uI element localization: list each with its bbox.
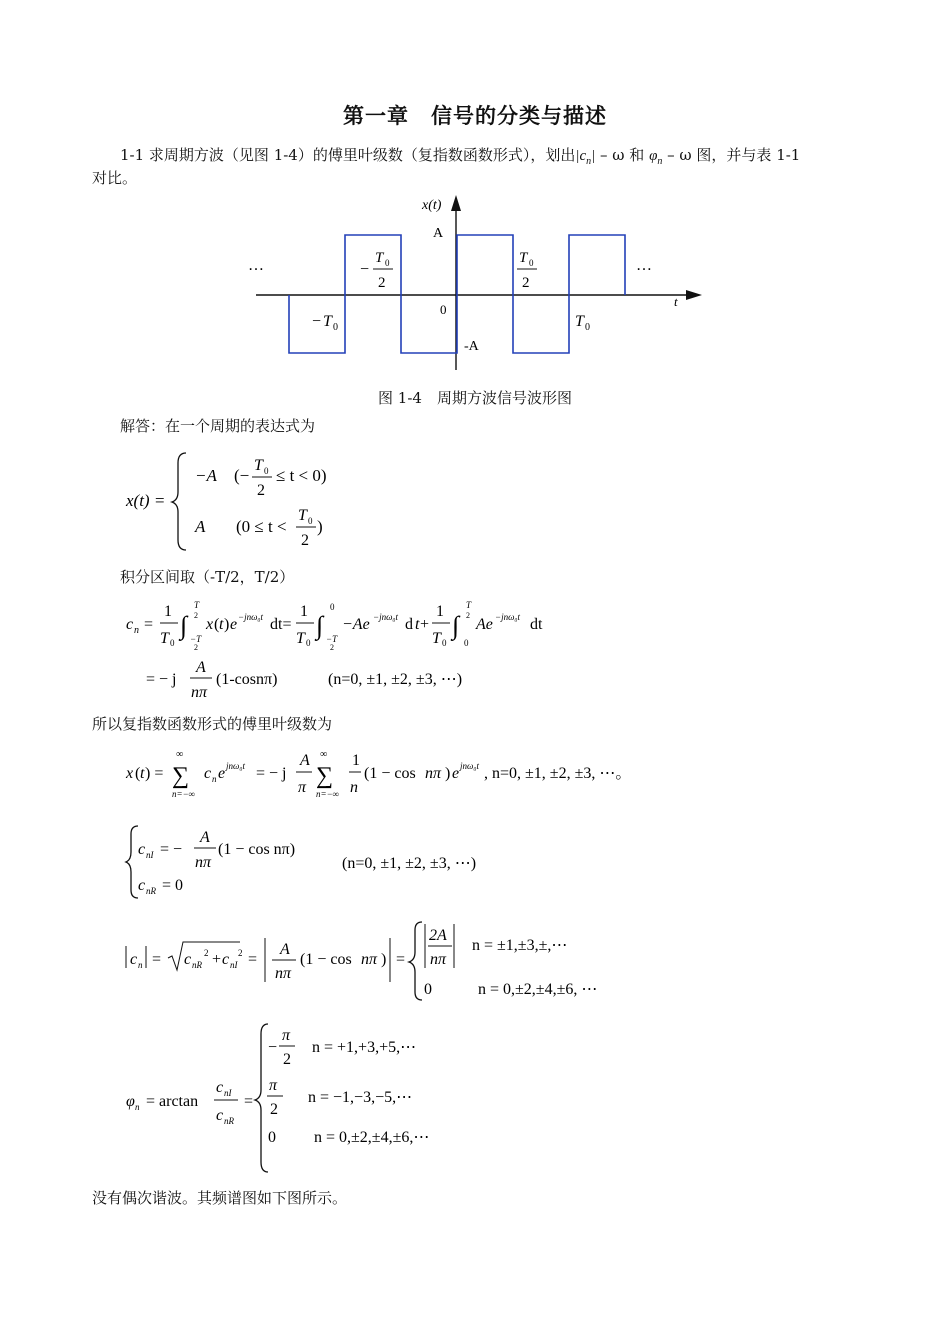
svg-text:jnω₀t: jnω₀t	[460, 761, 479, 771]
svg-text:n: n	[134, 625, 139, 636]
phi-symbol: φ	[649, 148, 658, 164]
problem-statement-line2: 对比。	[92, 169, 138, 187]
svg-text:−: −	[312, 313, 322, 330]
svg-text:t: t	[219, 616, 224, 633]
ellipsis-left: …	[248, 257, 264, 274]
svg-text:0: 0	[333, 322, 338, 333]
svg-text:n: n	[138, 960, 143, 970]
svg-text:): )	[381, 951, 387, 968]
svg-text:(1-cosnπ): (1-cosnπ)	[216, 671, 278, 688]
svg-text:0: 0	[306, 638, 311, 648]
svg-text:+: +	[420, 616, 430, 633]
svg-text:x: x	[206, 616, 214, 633]
problem-statement-line1	[120, 144, 880, 173]
svg-text:0: 0	[268, 1129, 276, 1146]
svg-text:= arctan: = arctan	[146, 1093, 199, 1110]
svg-text:nI: nI	[230, 960, 238, 970]
svg-text:0: 0	[442, 638, 447, 648]
svg-text:0: 0	[308, 516, 313, 526]
svg-text:n = ±1,±3,±,⋯: n = ±1,±3,±,⋯	[472, 937, 568, 954]
svg-text:2: 2	[301, 532, 309, 549]
svg-text:−: −	[360, 261, 370, 278]
svg-text:2: 2	[238, 948, 243, 958]
svg-text:=: =	[396, 951, 406, 968]
svg-text:dt=: dt=	[270, 616, 292, 633]
svg-text:∫: ∫	[180, 611, 188, 640]
svg-text:=: =	[248, 951, 258, 968]
neg-half-T0-label	[360, 250, 393, 291]
svg-text:nπ: nπ	[195, 854, 212, 871]
fourier-series-equation	[120, 745, 700, 805]
svg-text:=: =	[152, 951, 162, 968]
svg-text:c: c	[130, 951, 138, 968]
svg-text:(1 − cos: (1 − cos	[364, 765, 416, 782]
phase-equation	[120, 1020, 500, 1176]
svg-text:0: 0	[330, 602, 335, 612]
svg-text:): )	[445, 765, 451, 782]
svg-text:c: c	[138, 841, 146, 858]
cn-symbol: |c	[575, 148, 587, 164]
svg-text:∫: ∫	[452, 611, 460, 640]
solution-intro: 解答：在一个周期的表达式为	[120, 417, 316, 435]
neg-amplitude-label: -A	[464, 339, 479, 354]
svg-text:=: =	[144, 616, 154, 633]
svg-text:0: 0	[170, 638, 175, 648]
origin-label: 0	[440, 302, 447, 317]
svg-text:T: T	[519, 250, 528, 266]
svg-text:(1 − cos: (1 − cos	[300, 951, 352, 968]
ellipsis-right: …	[636, 257, 652, 274]
cn-subscript: n	[586, 156, 592, 167]
svg-text:2: 2	[466, 611, 470, 620]
svg-text:): )	[224, 616, 230, 633]
problem-text-suffix: – ω 图，并与表 1-1	[662, 146, 801, 164]
svg-text:A: A	[300, 752, 310, 769]
svg-text:−Ae: −Ae	[342, 616, 370, 633]
svg-text:e: e	[218, 765, 226, 782]
svg-text:2: 2	[283, 1051, 291, 1068]
svg-text:T: T	[375, 250, 384, 266]
svg-text:nπ: nπ	[191, 684, 208, 701]
svg-text:T: T	[194, 600, 200, 610]
svg-text:∑: ∑	[172, 763, 190, 789]
svg-text:nR: nR	[192, 960, 202, 970]
svg-text:nπ: nπ	[430, 951, 447, 968]
svg-text:∑: ∑	[316, 763, 334, 789]
svg-text:2: 2	[257, 482, 265, 499]
x-axis-label: x(t)	[422, 198, 442, 213]
svg-text:2: 2	[270, 1101, 278, 1118]
svg-text:π: π	[282, 1027, 291, 1044]
svg-text:2: 2	[194, 643, 198, 652]
amplitude-label: A	[433, 226, 444, 241]
svg-text:c: c	[222, 951, 230, 968]
cn-magnitude-equation	[120, 918, 660, 1002]
figure-caption: 图 1-4 周期方波信号波形图	[378, 389, 572, 407]
svg-text:= −: = −	[160, 841, 183, 858]
svg-text:nI: nI	[146, 850, 154, 860]
svg-text:−jnω₀t: −jnω₀t	[238, 612, 264, 622]
svg-text:t: t	[415, 616, 420, 633]
svg-text:−T: −T	[326, 634, 338, 644]
svg-text:, n=0, ±1, ±2, ±3, ⋯。: , n=0, ±1, ±2, ±3, ⋯。	[484, 765, 632, 782]
svg-text:1: 1	[164, 603, 172, 620]
svg-text:0: 0	[264, 466, 269, 476]
svg-text:(: (	[214, 616, 220, 633]
svg-text:2: 2	[330, 643, 334, 652]
x-axis-arrow	[451, 195, 461, 211]
left-brace	[172, 453, 186, 550]
svg-text:nI: nI	[224, 1088, 232, 1098]
svg-text:∞: ∞	[320, 749, 328, 760]
svg-text:nπ: nπ	[361, 951, 378, 968]
svg-text:1: 1	[352, 752, 360, 769]
svg-text:0: 0	[529, 258, 534, 268]
svg-text:dt: dt	[530, 616, 543, 633]
svg-text:n=−∞: n=−∞	[172, 789, 196, 799]
svg-text:π: π	[298, 779, 307, 796]
svg-text:nR: nR	[224, 1116, 234, 1126]
svg-text:nR: nR	[146, 886, 156, 896]
svg-text:0: 0	[464, 638, 469, 648]
integral-interval: 积分区间取（-T/2，T/2）	[120, 568, 295, 586]
svg-text:1: 1	[300, 603, 308, 620]
svg-text:t: t	[140, 765, 145, 782]
svg-text:nπ: nπ	[275, 965, 292, 982]
svg-text:n = 0,±2,±4,±6,⋯: n = 0,±2,±4,±6,⋯	[314, 1129, 430, 1146]
dash-omega: – ω 和	[595, 146, 650, 164]
svg-text:−jnω₀t: −jnω₀t	[495, 612, 521, 622]
t-axis-label: t	[674, 294, 678, 309]
svg-text:n=−∞: n=−∞	[316, 789, 340, 799]
svg-text:A: A	[195, 517, 206, 536]
svg-text:2A: 2A	[429, 927, 447, 944]
svg-text:n: n	[135, 1102, 140, 1112]
svg-text:n: n	[212, 774, 217, 784]
svg-text:2: 2	[378, 275, 386, 291]
svg-text:0: 0	[385, 258, 390, 268]
svg-text:−T: −T	[190, 634, 202, 644]
svg-text:(0 ≤ t <: (0 ≤ t <	[236, 517, 287, 536]
piecewise-xt-equation	[120, 448, 380, 556]
svg-text:−A: −A	[195, 466, 217, 485]
half-T0-label	[517, 250, 537, 291]
svg-text:= − j: = − j	[146, 671, 177, 688]
svg-text:(1 − cos nπ): (1 − cos nπ)	[218, 841, 296, 858]
svg-text:T: T	[298, 507, 307, 524]
svg-text:π: π	[269, 1077, 278, 1094]
svg-text:T: T	[432, 630, 441, 647]
svg-text:A: A	[200, 829, 210, 846]
conclusion: 没有偶次谐波。其频谱图如下图所示。	[92, 1189, 348, 1207]
svg-text:0: 0	[585, 322, 590, 333]
svg-text:(−: (−	[234, 466, 250, 485]
svg-text:0: 0	[424, 981, 432, 998]
svg-text:−: −	[268, 1039, 278, 1056]
svg-text:∫: ∫	[316, 611, 324, 640]
svg-text:c: c	[184, 951, 192, 968]
svg-text:(n=0, ±1, ±2, ±3, ⋯): (n=0, ±1, ±2, ±3, ⋯)	[328, 671, 463, 688]
svg-text:c: c	[216, 1107, 224, 1124]
neg-T0-label	[312, 313, 338, 333]
cn-components-equation	[120, 822, 560, 902]
svg-text:T: T	[323, 313, 332, 330]
svg-text:n = 0,±2,±4,±6, ⋯: n = 0,±2,±4,±6, ⋯	[478, 981, 598, 998]
svg-text:jnω₀t: jnω₀t	[226, 761, 245, 771]
svg-text:A: A	[280, 941, 290, 958]
svg-text:2: 2	[204, 948, 209, 958]
square-wave-figure	[240, 190, 720, 380]
svg-text:n: n	[350, 779, 358, 796]
T0-label	[575, 313, 590, 333]
svg-text:2: 2	[522, 275, 530, 291]
phi-subscript: n	[657, 156, 663, 167]
cn-integral-equation	[120, 596, 600, 706]
svg-text:c: c	[204, 765, 212, 782]
svg-text:T: T	[160, 630, 169, 647]
svg-text:T: T	[466, 600, 472, 610]
svg-text:A: A	[196, 659, 206, 676]
svg-text:d: d	[405, 616, 413, 633]
svg-text:(n=0, ±1, ±2, ±3, ⋯): (n=0, ±1, ±2, ±3, ⋯)	[342, 855, 477, 872]
svg-text:n = −1,−3,−5,⋯: n = −1,−3,−5,⋯	[308, 1089, 413, 1106]
svg-text:≤ t < 0): ≤ t < 0)	[276, 466, 327, 485]
svg-text:T: T	[575, 313, 584, 330]
svg-text:T: T	[254, 457, 263, 474]
svg-text:c: c	[138, 877, 146, 894]
svg-text:=: =	[244, 1093, 254, 1110]
svg-text:nπ: nπ	[425, 765, 442, 782]
svg-text:φ: φ	[126, 1093, 135, 1110]
cn-close-bar: |	[591, 148, 596, 164]
square-wave	[289, 235, 625, 353]
svg-text:−jnω₀t: −jnω₀t	[373, 612, 399, 622]
svg-text:2: 2	[194, 611, 198, 620]
svg-text:Ae: Ae	[476, 616, 493, 633]
svg-text:x: x	[126, 765, 134, 782]
svg-text:): )	[317, 517, 323, 536]
svg-text:n = +1,+3,+5,⋯: n = +1,+3,+5,⋯	[312, 1039, 417, 1056]
svg-text:1: 1	[436, 603, 444, 620]
svg-text:+: +	[212, 951, 222, 968]
svg-text:) =: ) =	[145, 765, 164, 782]
svg-text:(: (	[135, 765, 141, 782]
svg-text:T: T	[296, 630, 305, 647]
svg-text:e: e	[452, 765, 460, 782]
problem-text-prefix: 1-1 求周期方波（见图 1-4）的傅里叶级数（复指数函数形式），划出	[120, 146, 576, 164]
svg-text:= − j: = − j	[256, 765, 287, 782]
series-intro: 所以复指数函数形式的傅里叶级数为	[92, 715, 333, 733]
svg-text:= 0: = 0	[162, 877, 184, 894]
svg-text:x(t) =: x(t) =	[126, 491, 166, 510]
svg-text:c: c	[126, 616, 134, 633]
t-axis-arrow	[686, 290, 702, 300]
svg-text:∞: ∞	[176, 749, 184, 760]
svg-text:e: e	[230, 616, 238, 633]
svg-text:c: c	[216, 1079, 224, 1096]
chapter-title: 第一章 信号的分类与描述	[343, 104, 607, 128]
